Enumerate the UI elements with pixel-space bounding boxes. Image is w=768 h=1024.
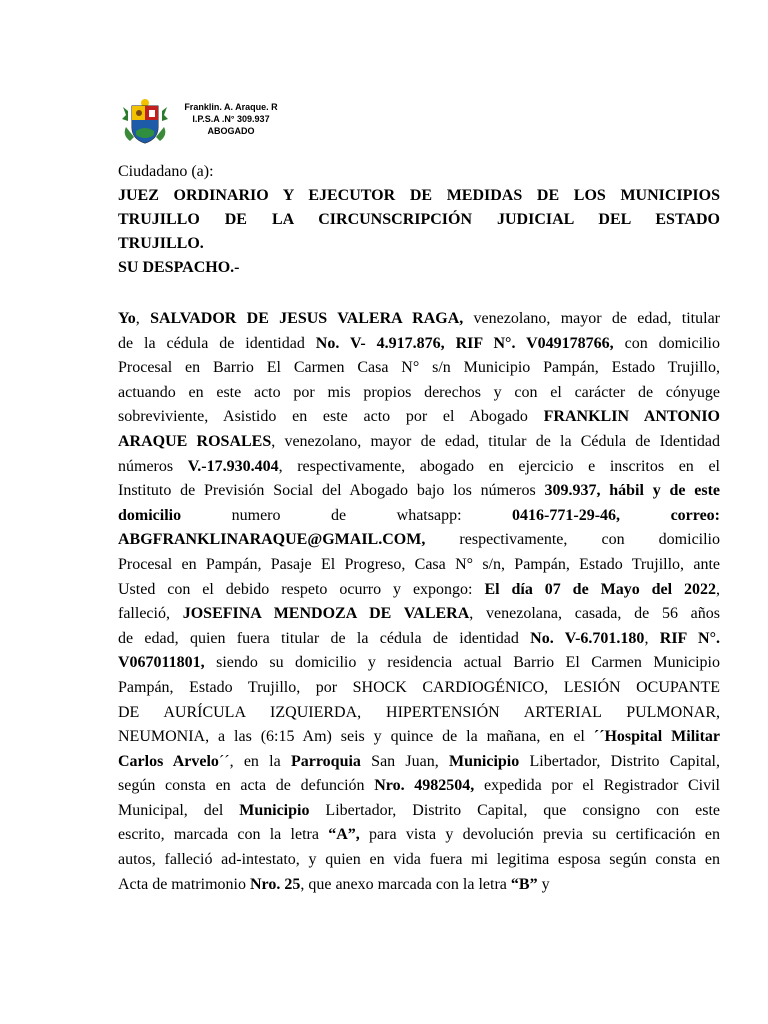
body-line: Yo, SALVADOR DE JESUS VALERA RAGA, venezolano, mayor de edad, titular xyxy=(118,310,720,327)
recipient-despacho: SU DESPACHO.- xyxy=(118,259,240,276)
body-line: NEUMONIA, a las (6:15 Am) seis y quince de la mañana, en el ´´Hospital Militar xyxy=(118,728,721,746)
body-line: escrito, marcada con la letra “A”, para vista y devolución previa su certificación en xyxy=(118,826,721,844)
body-line: números V.-17.930.404, respectivamente, abogado en ejercicio e inscritos en el xyxy=(118,457,720,475)
petitioner-name: SALVADOR DE JESUS VALERA RAGA, xyxy=(150,310,464,327)
recipient-line-1: JUEZ ORDINARIO Y EJECUTOR DE MEDIDAS DE LOS MUNICIPIOS xyxy=(118,187,720,204)
body-line: ABGFRANKLINARAQUE@GMAIL.COM, respectivamente, con domicilio xyxy=(118,531,720,549)
body-line: autos, falleció ad-intestato, y quien en vida fuera mi legitima esposa según consta en xyxy=(118,851,720,869)
attorney-cedula: V.-17.930.404 xyxy=(187,457,279,475)
body-line: Usted con el debido respeto ocurro y expongo: El día 07 de Mayo del 2022, xyxy=(118,580,720,598)
petitioner-yo: Yo xyxy=(118,310,136,327)
body-line: Pampán, Estado Trujillo, por SHOCK CARDIOGÉNICO, LESIÓN OCUPANTE xyxy=(118,678,720,696)
body-line: Carlos Arvelo´´, en la Parroquia San Juan, Municipio Libertador, Distrito Capital, xyxy=(118,752,720,770)
body-line: Instituto de Previsión Social del Abogado bajo los números 309.937, hábil y de este xyxy=(118,482,721,500)
body-line: Municipal, del Municipio Libertador, Distrito Capital, que consigno con este xyxy=(118,801,721,819)
letterhead-title: ABOGADO xyxy=(207,126,255,136)
body-line: Procesal en Pampán, Pasaje El Progreso, Casa N° s/n, Pampán, Estado Trujillo, ante xyxy=(118,555,720,573)
salutation: Ciudadano (a): xyxy=(118,163,214,180)
body-line: Procesal en Barrio El Carmen Casa N° s/n Municipio Pampán, Estado Trujillo, xyxy=(118,359,720,377)
body-line: ARAQUE ROSALES, venezolano, mayor de edad, titular de la Cédula de Identidad xyxy=(118,432,720,450)
coat-of-arms-icon xyxy=(120,97,170,145)
body-line: DE AURÍCULA IZQUIERDA, HIPERTENSIÓN ARTERIAL PULMONAR, xyxy=(118,703,720,721)
body-line: V067011801, siendo su domicilio y residencia actual Barrio El Carmen Municipio xyxy=(118,654,720,672)
letterhead-ipsa: I.P.S.A .N° 309.937 xyxy=(192,114,270,124)
recipient-line-3: TRUJILLO. xyxy=(118,235,204,252)
body-line: falleció, JOSEFINA MENDOZA DE VALERA, venezolana, casada, de 56 años xyxy=(118,605,721,623)
body-line: de edad, quien fuera titular de la cédula de identidad No. V-6.701.180, RIF N°. xyxy=(118,629,720,647)
recipient-block xyxy=(118,184,720,256)
recipient-line-2: TRUJILLO DE LA CIRCUNSCRIPCIÓN JUDICIAL DEL ESTADO xyxy=(118,211,720,228)
body-line: de la cédula de identidad No. V- 4.917.876, RIF N°. V049178766, con domicilio xyxy=(118,334,720,352)
body-line: Acta de matrimonio Nro. 25, que anexo marcada con la letra “B” y xyxy=(118,875,550,893)
body-line: según consta en acta de defunción Nro. 4982504, expedida por el Registrador Civil xyxy=(118,777,720,795)
letterhead xyxy=(176,101,286,137)
body-line: actuando en este acto por mis propios derechos y con el carácter de cónyuge xyxy=(118,383,720,401)
letterhead-name: Franklin. A. Araque. R xyxy=(184,102,278,112)
petitioner-cedula: No. V- 4.917.876, RIF N°. V049178766, xyxy=(315,334,614,352)
body-line: domicilio numero de whatsapp: 0416-771-29-46, correo: xyxy=(118,506,721,524)
document-body xyxy=(118,307,720,897)
body-line: sobreviviente, Asistido en este acto por el Abogado FRANKLIN ANTONIO xyxy=(118,408,720,426)
